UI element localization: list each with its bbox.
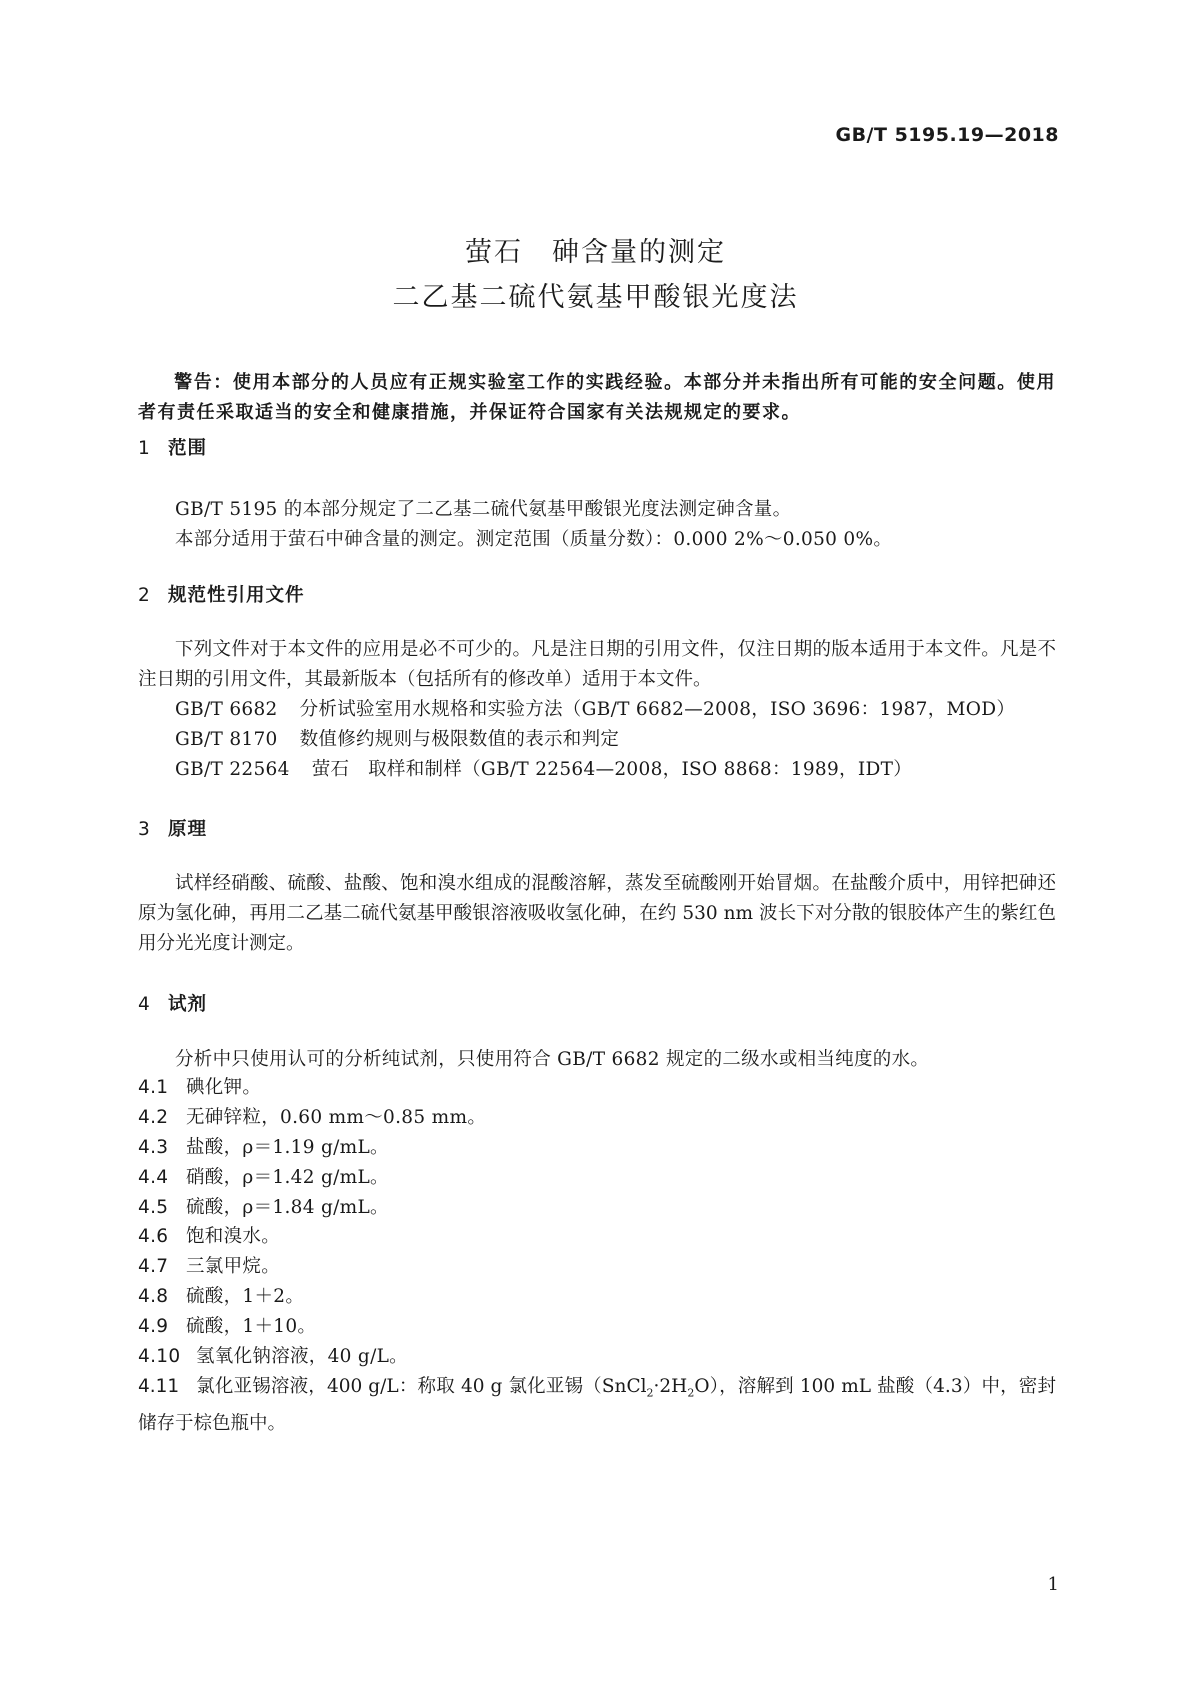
- section-4-heading: [138, 990, 207, 1016]
- reagent-item: [138, 1222, 280, 1248]
- reference-title: 数值修约规则与极限数值的表示和判定: [299, 729, 620, 750]
- item-number: 4.8: [138, 1286, 169, 1307]
- reagent-item: [138, 1163, 389, 1189]
- reference-code: GB/T 22564: [175, 759, 290, 780]
- item-number: 4.6: [138, 1226, 169, 1247]
- section-3-heading: [138, 815, 207, 841]
- section-1-heading: [138, 434, 207, 460]
- warning-text: 警告：使用本部分的人员应有正规实验室工作的实践经验。本部分并未指出所有可能的安全问题。使用者有责任采取适当的安全和健康措施，并保证符合国家有关法规规定的要求。: [138, 372, 1056, 423]
- item-number: 4.3: [138, 1137, 169, 1158]
- reagent-item: [138, 1312, 316, 1338]
- item-number: 4.7: [138, 1256, 169, 1277]
- item-text: 硫酸，1＋2。: [186, 1286, 305, 1307]
- item-text: 三氯甲烷。: [186, 1256, 281, 1277]
- reference-title: 分析试验室用水规格和实验方法（GB/T 6682—2008，ISO 3696：1987，MOD）: [299, 699, 1016, 720]
- reference-item: [175, 755, 912, 781]
- item-text: 硫酸，1＋10。: [186, 1316, 317, 1337]
- item-text: 氢氧化钠溶液，40 g/L。: [196, 1346, 408, 1367]
- reagent-item: [138, 1193, 389, 1219]
- reagent-item: [138, 1103, 486, 1129]
- item-text-c: O），溶解到 100 mL 盐酸（4.3）中，密封储存于棕色瓶中。: [138, 1376, 1056, 1434]
- reference-title: 萤石 取样和制样（GB/T 22564—2008，ISO 8868：1989，IDT）: [311, 759, 913, 780]
- page-number: 1: [1047, 1574, 1059, 1595]
- item-text: 盐酸，ρ＝1.19 g/mL。: [186, 1137, 389, 1158]
- subscript: 2: [687, 1386, 695, 1400]
- section-title: 范围: [168, 438, 208, 459]
- section-title: 原理: [168, 819, 208, 840]
- warning-paragraph: [138, 368, 1056, 428]
- item-text: 饱和溴水。: [186, 1226, 281, 1247]
- item-number: 4.5: [138, 1197, 169, 1218]
- principle-paragraph: 试样经硝酸、硫酸、盐酸、饱和溴水组成的混酸溶解，蒸发至硫酸刚开始冒烟。在盐酸介质中，用锌把砷还原为氢化砷，再用二乙基二硫代氨基甲酸银溶液吸收氢化砷，在约 530 nm 波长下对分散的银胶体产生的紫红色用分光光度计测定。: [138, 873, 1056, 954]
- normative-intro: 下列文件对于本文件的应用是必不可少的。凡是注日期的引用文件，仅注日期的版本适用于本文件。凡是不注日期的引用文件，其最新版本（包括所有的修改单）适用于本文件。: [138, 639, 1056, 690]
- section-title: 试剂: [168, 994, 208, 1015]
- scope-line-2: 本部分适用于萤石中砷含量的测定。测定范围（质量分数）：0.000 2%～0.050 0%。: [175, 529, 893, 550]
- section-number: 2: [138, 585, 151, 606]
- subscript: 2: [646, 1386, 654, 1400]
- reference-item: [175, 725, 619, 751]
- reference-code: GB/T 6682: [175, 699, 278, 720]
- scope-line-1: GB/T 5195 的本部分规定了二乙基二硫代氨基甲酸银光度法测定砷含量。: [175, 499, 792, 520]
- reagent-item: [138, 1282, 304, 1308]
- item-text-a: 氯化亚锡溶液，400 g/L：称取 40 g 氯化亚锡（SnCl: [196, 1376, 647, 1397]
- section-number: 4: [138, 994, 151, 1015]
- section-title: 规范性引用文件: [168, 585, 305, 606]
- item-number: 4.9: [138, 1316, 169, 1337]
- reagent-intro: 分析中只使用认可的分析纯试剂，只使用符合 GB/T 6682 规定的二级水或相当纯度的水。: [175, 1049, 930, 1070]
- item-number: 4.2: [138, 1107, 169, 1128]
- reagent-item: [138, 1133, 389, 1159]
- reagent-item-4-11: [138, 1372, 1056, 1439]
- item-text: 碘化钾。: [186, 1077, 262, 1098]
- reference-item: [175, 695, 1015, 721]
- item-number: 4.4: [138, 1167, 169, 1188]
- title-line-1: 萤石 砷含量的测定: [465, 237, 726, 268]
- item-number: 4.11: [138, 1376, 180, 1397]
- standard-code: GB/T 5195.19—2018: [835, 124, 1059, 146]
- reagent-item: [138, 1252, 280, 1278]
- reagent-item: [138, 1073, 261, 1099]
- reference-code: GB/T 8170: [175, 729, 278, 750]
- section-number: 1: [138, 438, 151, 459]
- item-text: 硫酸，ρ＝1.84 g/mL。: [186, 1197, 389, 1218]
- item-text: 无砷锌粒，0.60 mm～0.85 mm。: [186, 1107, 487, 1128]
- item-text-b: ·2H: [653, 1376, 688, 1397]
- title-line-2: 二乙基二硫代氨基甲酸银光度法: [392, 282, 799, 313]
- section-number: 3: [138, 819, 151, 840]
- section-2-heading: [138, 581, 305, 607]
- item-number: 4.10: [138, 1346, 181, 1367]
- item-number: 4.1: [138, 1077, 169, 1098]
- item-text: 硝酸，ρ＝1.42 g/mL。: [186, 1167, 389, 1188]
- reagent-item: [138, 1342, 408, 1368]
